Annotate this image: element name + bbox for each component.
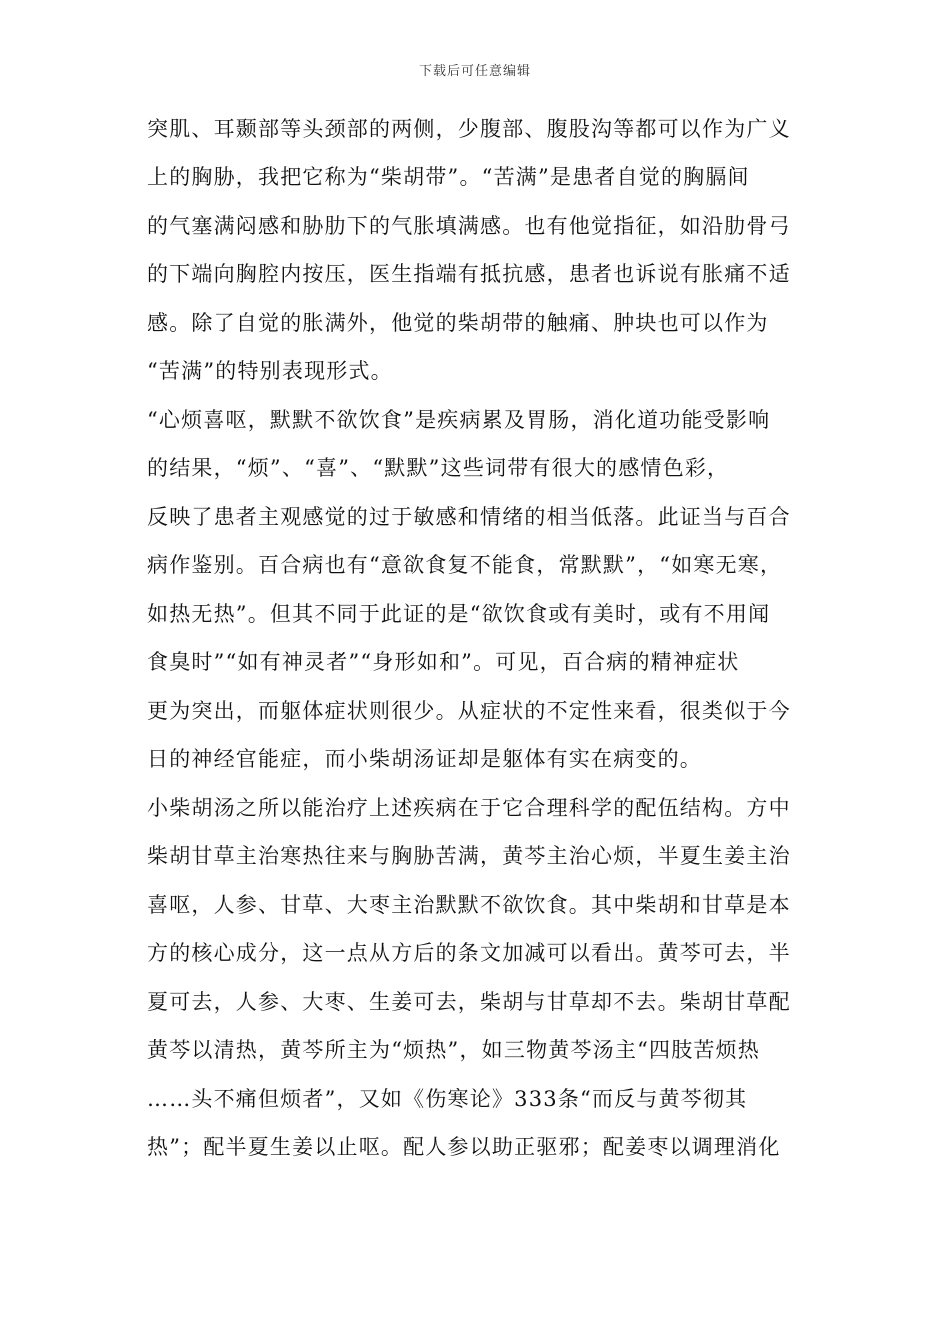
text-line: “苦满”的特别表现形式。 bbox=[147, 359, 393, 383]
page-header: 下载后可任意编辑 bbox=[418, 64, 531, 79]
text-line: 的气塞满闷感和胁肋下的气胀填满感。也有他觉指征，如沿肋骨弓 bbox=[147, 214, 791, 238]
text-line: 上的胸胁，我把它称为“柴胡带”。“苦满”是患者自觉的胸膈间 bbox=[147, 165, 750, 189]
text-line: 如热无热”。但其不同于此证的是“欲饮食或有美时，或有不用闻 bbox=[147, 602, 771, 626]
text-line: 反映了患者主观感觉的过于敏感和情绪的相当低落。此证当与百合 bbox=[147, 505, 791, 529]
text-line: 的下端向胸腔内按压，医生指端有抵抗感，患者也诉说有胀痛不适 bbox=[147, 262, 791, 286]
text-line: 柴胡甘草主治寒热往来与胸胁苦满，黄芩主治心烦，半夏生姜主治 bbox=[147, 844, 791, 868]
text-line: 日的神经官能症，而小柴胡汤证却是躯体有实在病变的。 bbox=[147, 747, 702, 771]
text-line: 病作鉴别。百合病也有“意欲食复不能食，常默默”，“如寒无寒， bbox=[147, 553, 783, 577]
text-line: 食臭时”“如有神灵者”“身形如和”。可见，百合病的精神症状 bbox=[147, 650, 740, 674]
text-line: 热”；配半夏生姜以止呕。配人参以助正驱邪；配姜枣以调理消化 bbox=[147, 1135, 781, 1159]
text-line: ……头不痛但烦者”，又如《伤寒论》333条“而反与黄芩彻其 bbox=[147, 1087, 748, 1111]
text-line: 方的核心成分，这一点从方后的条文加减可以看出。黄芩可去，半 bbox=[147, 941, 791, 965]
text-line: 感。除了自觉的胀满外，他觉的柴胡带的触痛、肿块也可以作为 bbox=[147, 311, 769, 335]
text-line: “心烦喜呕，默默不欲饮食”是疾病累及胃肠，消化道功能受影响 bbox=[147, 408, 771, 432]
text-line: 喜呕，人参、甘草、大枣主治默默不欲饮食。其中柴胡和甘草是本 bbox=[147, 893, 791, 917]
text-line: 小柴胡汤之所以能治疗上述疾病在于它合理科学的配伍结构。方中 bbox=[147, 796, 791, 820]
text-line: 突肌、耳颞部等头颈部的两侧，少腹部、腹股沟等都可以作为广义 bbox=[147, 117, 791, 141]
text-line: 夏可去，人参、大枣、生姜可去，柴胡与甘草却不去。柴胡甘草配 bbox=[147, 990, 791, 1014]
text-line: 的结果，“烦”、“喜”、“默默”这些词带有很大的感情色彩， bbox=[147, 456, 730, 480]
text-line: 黄芩以清热，黄芩所主为“烦热”，如三物黄芩汤主“四肢苦烦热 bbox=[147, 1038, 761, 1062]
text-line: 更为突出，而躯体症状则很少。从症状的不定性来看，很类似于今 bbox=[147, 699, 791, 723]
